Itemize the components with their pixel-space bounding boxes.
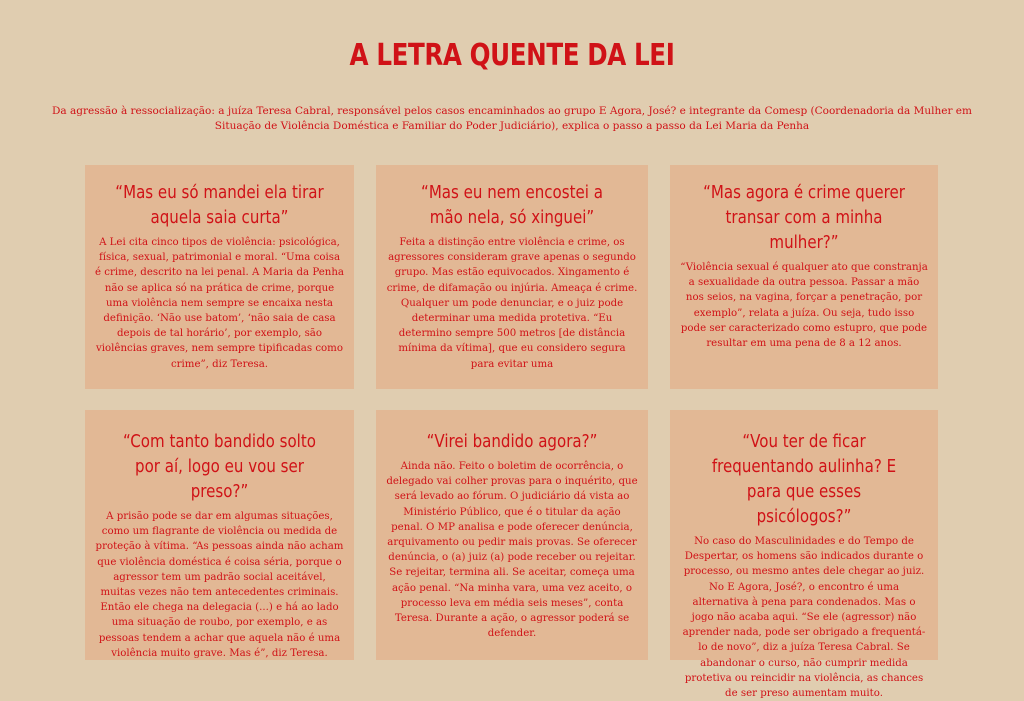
card-body: “Violência sexual é qualquer ato que constranja a sexualidade da outra pessoa. Passar a mão nos seios, na vagina, forçar a penetração, por exemplo”, relata a juíza. Ou seja, tudo isso pode ser caracterizado como estupro, que pode resultar em uma pena de 8 a 12 anos. [680, 262, 928, 350]
cards-grid [85, 165, 938, 700]
card-aulinha [670, 410, 938, 700]
card-body: No caso do Masculinidades e do Tempo de Despertar, os homens são indicados durante o processo, ou mesmo antes dele chegar ao juiz. No E Agora, José?, o encontro é uma alternativa à pena para condenados. Mas o jogo não acaba aqui. “Se ele (agressor) não aprender nada, pode ser obrigado a frequentá-lo de novo”, diz a juíza Teresa Cabral. Se abandonar o curso, não cumprir medida protetiva ou reincidir na violência, as chances de ser preso aumentam muito. [682, 536, 926, 700]
card-saia-curta [85, 165, 354, 389]
card-title: “Mas eu nem encostei a mão nela, só xinguei” [421, 183, 603, 228]
page-title: A LETRA QUENTE DA LEI [349, 38, 675, 73]
card-body: Ainda não. Feito o boletim de ocorrência, o delegado vai colher provas para o inquérito, que será levado ao fórum. O judiciário dá vista ao Ministério Público, que é o titular da ação penal. O MP analisa e pode oferecer denúncia, arquivamento ou pedir mais provas. Se oferecer denúncia, o (a) juiz (a) pode receber ou rejeitar. Se rejeitar, termina ali. Se aceitar, começa uma ação penal. “Na minha vara, uma vez aceito, o processo leva em média seis meses”, conta Teresa. Durante a ação, o agressor poderá se defender. [386, 461, 638, 640]
card-title: “Mas eu só mandei ela tirar aquela saia curta” [115, 183, 324, 228]
card-preso [85, 410, 354, 660]
card-body: Feita a distinção entre violência e crime, os agressores consideram grave apenas o segundo grupo. Mas estão equivocados. Xingamento é crime, de difamação ou injúria. Ameaça é crime. Qualquer um pode denunciar, e o juiz pode determinar uma medida protetiva. “Eu determino sempre 500 metros [de distância mínima da vítima], que eu considero segura para evitar uma [386, 237, 638, 370]
card-title: “Com tanto bandido solto por aí, logo eu vou ser preso?” [123, 432, 316, 502]
intro-text: Da agressão à ressocialização: a juíza Teresa Cabral, responsável pelos casos encaminhados ao grupo E Agora, José? e integrante da Comesp (Coordenadoria da Mulher em Situação de Violência Doméstica e Familiar do Poder Judiciário), explica o passo a passo da Lei Maria da Penha [52, 105, 972, 132]
card-title: “Vou ter de ficar frequentando aulinha? E para que esses psicólogos?” [711, 432, 897, 527]
card-body: A prisão pode se dar em algumas situações, como um flagrante de violência ou medida de proteção à vítima. “As pessoas ainda não acham que violência doméstica é coisa séria, porque o agressor tem um padrão social aceitável, muitas vezes não tem antecedentes criminais. Então ele chega na delegacia (...) e há ao lado uma situação de roubo, por exemplo, e as pessoas tendem a achar que aquela não é uma violência muito grave. Mas é”, diz Teresa. [95, 511, 344, 659]
card-title: “Mas agora é crime querer transar com a minha mulher?” [703, 183, 905, 253]
card-bandido [376, 410, 648, 660]
card-title: “Virei bandido agora?” [426, 432, 598, 452]
card-transar [670, 165, 938, 389]
card-body: A Lei cita cinco tipos de violência: psicológica, física, sexual, patrimonial e moral. “Uma coisa é crime, descrito na lei penal. A Maria da Penha não se aplica só na prática de crime, porque uma violência nem sempre se encaixa nesta definição. ‘Não use batom’, ‘não saia de casa depois de tal horário’, por exemplo, são violências graves, nem sempre tipificadas como crime”, diz Teresa. [95, 237, 344, 370]
card-so-xinguei [376, 165, 648, 389]
